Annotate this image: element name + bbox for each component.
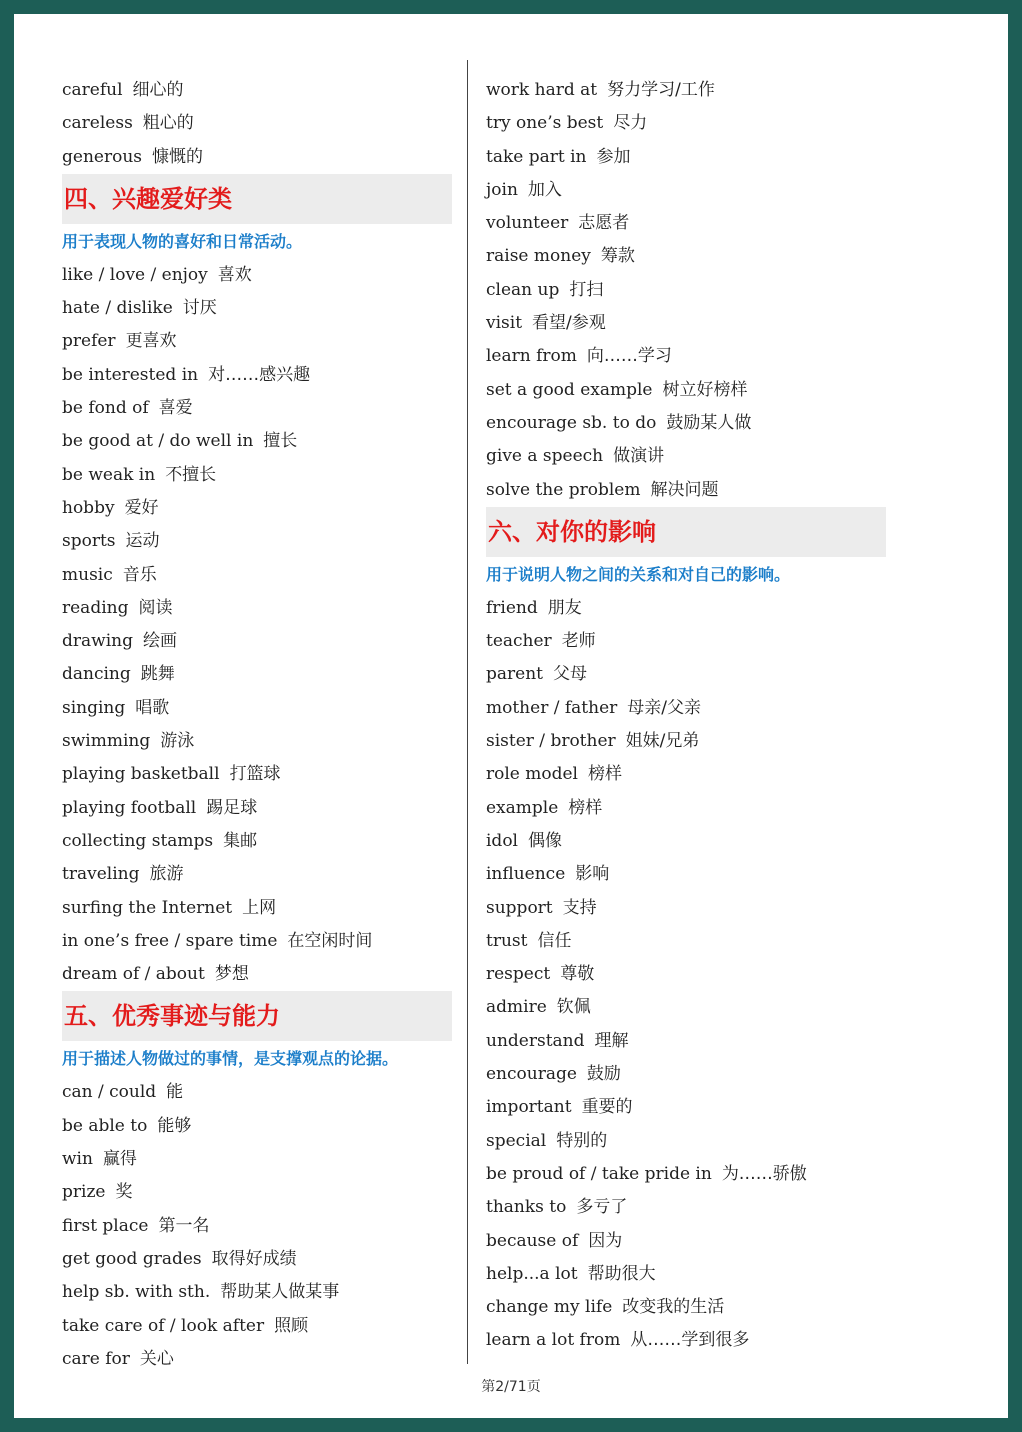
vocab-chinese: 打篮球 xyxy=(229,764,281,785)
vocab-chinese: 偶像 xyxy=(528,830,562,851)
vocab-english: work hard at xyxy=(486,80,598,100)
vocab-item xyxy=(486,991,886,1024)
vocab-item xyxy=(62,1143,452,1176)
vocab-item xyxy=(486,1025,886,1058)
vocab-chinese: 母亲/父亲 xyxy=(627,697,701,718)
vocab-item xyxy=(486,374,886,407)
vocab-english: volunteer xyxy=(486,213,569,234)
vocab-english: prefer xyxy=(62,331,116,352)
vocab-english: support xyxy=(486,897,553,918)
vocab-item xyxy=(486,1258,886,1291)
vocab-item xyxy=(486,858,886,891)
vocab-item xyxy=(62,1243,452,1276)
left-top-list xyxy=(62,74,452,174)
vocab-item xyxy=(486,307,886,340)
vocab-chinese: 绘画 xyxy=(142,631,177,652)
vocab-chinese: 对……感兴趣 xyxy=(208,364,311,385)
vocab-item xyxy=(486,658,886,691)
vocab-chinese: 上网 xyxy=(242,897,277,918)
vocab-chinese: 关心 xyxy=(139,1348,174,1369)
section-6-subtitle: 用于说明人物之间的关系和对自己的影响。 xyxy=(486,564,791,584)
vocab-item xyxy=(62,492,452,525)
vocab-chinese: 尊敬 xyxy=(560,964,595,985)
vocab-english: surfing the Internet xyxy=(62,897,233,918)
vocab-chinese: 音乐 xyxy=(122,564,157,585)
vocab-english: win xyxy=(62,1149,93,1170)
vocab-item xyxy=(486,892,886,925)
section-5-subtitle: 用于描述人物做过的事情，是支撑观点的论据。 xyxy=(62,1049,399,1069)
left-column xyxy=(62,74,452,1376)
vocab-item xyxy=(486,440,886,473)
vocab-item xyxy=(62,758,452,791)
vocab-item xyxy=(62,392,452,425)
vocab-english: set a good example xyxy=(486,379,653,400)
vocab-english: traveling xyxy=(62,864,140,885)
vocab-item xyxy=(62,592,452,625)
vocab-item xyxy=(486,1058,886,1091)
vocab-item xyxy=(486,407,886,440)
vocab-item xyxy=(62,925,452,958)
vocab-item xyxy=(62,74,452,107)
section-6-heading: 六、对你的影响 xyxy=(486,507,886,557)
vocab-chinese: 取得好成绩 xyxy=(211,1248,297,1269)
vocab-chinese: 喜爱 xyxy=(158,398,193,419)
vocab-english: singing xyxy=(62,697,126,718)
vocab-chinese: 赢得 xyxy=(102,1149,137,1170)
vocab-chinese: 爱好 xyxy=(124,497,159,518)
vocab-item xyxy=(486,274,886,307)
vocab-english: important xyxy=(486,1097,572,1118)
vocab-item xyxy=(486,825,886,858)
vocab-english: be able to xyxy=(62,1115,148,1136)
vocab-english: take part in xyxy=(486,146,587,167)
vocab-item xyxy=(486,592,886,625)
vocab-item xyxy=(62,107,452,140)
vocab-english: dream of / about xyxy=(62,964,205,985)
document-page xyxy=(14,14,1008,1418)
vocab-chinese: 鼓励 xyxy=(586,1064,621,1085)
vocab-chinese: 志愿者 xyxy=(578,213,630,234)
vocab-item xyxy=(486,207,886,240)
vocab-english: playing football xyxy=(62,797,197,818)
vocab-chinese: 奖 xyxy=(115,1182,133,1203)
vocab-chinese: 姐妹/兄弟 xyxy=(625,731,700,752)
vocab-chinese: 父母 xyxy=(553,664,587,685)
vocab-english: playing basketball xyxy=(62,764,220,785)
vocab-english: take care of / look after xyxy=(62,1315,265,1336)
vocab-chinese: 重要的 xyxy=(581,1097,633,1118)
vocab-item xyxy=(486,107,886,140)
vocab-english: try one’s best xyxy=(486,113,604,134)
vocab-english: careless xyxy=(62,113,133,134)
vocab-chinese: 树立好榜样 xyxy=(662,379,748,400)
vocab-item xyxy=(486,240,886,273)
vocab-english: care for xyxy=(62,1348,130,1369)
vocab-chinese: 踢足球 xyxy=(206,797,258,818)
vocab-english: mother / father xyxy=(486,697,618,718)
vocab-english: get good grades xyxy=(62,1248,202,1269)
vocab-item xyxy=(62,1276,452,1309)
vocab-item xyxy=(62,1176,452,1209)
vocab-chinese: 粗心的 xyxy=(142,113,194,134)
vocab-item xyxy=(486,74,886,107)
vocab-english: solve the problem xyxy=(486,479,641,500)
vocab-chinese: 参加 xyxy=(596,146,631,167)
vocab-item xyxy=(486,1225,886,1258)
vocab-chinese: 特别的 xyxy=(556,1130,608,1151)
vocab-english: thanks to xyxy=(486,1197,567,1218)
vocab-chinese: 加入 xyxy=(527,179,562,200)
vocab-chinese: 更喜欢 xyxy=(125,331,177,352)
vocab-english: swimming xyxy=(62,731,151,752)
vocab-chinese: 照顾 xyxy=(274,1315,309,1336)
vocab-chinese: 理解 xyxy=(594,1030,629,1051)
vocab-item xyxy=(62,1210,452,1243)
vocab-english: reading xyxy=(62,597,129,618)
vocab-chinese: 做演讲 xyxy=(613,446,665,467)
vocab-english: friend xyxy=(486,597,538,618)
vocab-item xyxy=(62,858,452,891)
vocab-english: drawing xyxy=(62,631,133,652)
vocab-english: join xyxy=(486,179,518,200)
vocab-english: role model xyxy=(486,764,578,785)
column-divider xyxy=(467,60,468,1364)
vocab-item xyxy=(62,825,452,858)
vocab-chinese: 钦佩 xyxy=(556,997,591,1018)
vocab-item xyxy=(486,474,886,507)
vocab-item xyxy=(486,1158,886,1191)
vocab-chinese: 帮助很大 xyxy=(587,1263,656,1284)
vocab-item xyxy=(62,359,452,392)
section-4-heading: 四、兴趣爱好类 xyxy=(62,174,452,224)
vocab-english: like / love / enjoy xyxy=(62,264,208,285)
vocab-english: clean up xyxy=(486,279,560,300)
vocab-item xyxy=(62,1343,452,1376)
vocab-english: learn from xyxy=(486,346,577,367)
vocab-english: dancing xyxy=(62,664,131,685)
section-4-subtitle: 用于表现人物的喜好和日常活动。 xyxy=(62,231,303,251)
vocab-chinese: 老师 xyxy=(561,631,596,652)
vocab-english: give a speech xyxy=(486,446,604,467)
vocab-chinese: 从……学到很多 xyxy=(630,1330,750,1351)
vocab-chinese: 梦想 xyxy=(214,964,249,985)
vocab-english: encourage xyxy=(486,1064,577,1085)
vocab-chinese: 榜样 xyxy=(588,764,622,785)
vocab-chinese: 信任 xyxy=(537,930,572,951)
vocab-chinese: 帮助某人做某事 xyxy=(220,1282,340,1303)
vocab-chinese: 朋友 xyxy=(547,597,582,618)
vocab-item xyxy=(62,958,452,991)
vocab-chinese: 榜样 xyxy=(568,797,603,818)
vocab-chinese: 打扫 xyxy=(569,279,604,300)
vocab-chinese: 跳舞 xyxy=(140,664,175,685)
vocab-item xyxy=(62,525,452,558)
vocab-chinese: 尽力 xyxy=(613,113,648,134)
vocab-english: first place xyxy=(62,1215,149,1236)
vocab-english: careful xyxy=(62,80,123,100)
vocab-item xyxy=(62,892,452,925)
page-number: 第2/71页 xyxy=(481,1379,541,1395)
vocab-english: special xyxy=(486,1130,547,1151)
section-5-heading: 五、优秀事迹与能力 xyxy=(62,991,452,1041)
vocab-chinese: 改变我的生活 xyxy=(622,1297,725,1318)
vocab-item xyxy=(62,559,452,592)
vocab-english: can / could xyxy=(62,1082,157,1103)
vocab-item xyxy=(62,792,452,825)
vocab-english: be weak in xyxy=(62,464,156,485)
vocab-english: help...a lot xyxy=(486,1263,578,1284)
vocab-item xyxy=(486,1125,886,1158)
vocab-item xyxy=(62,1076,452,1109)
section-6-list xyxy=(486,592,886,1358)
vocab-english: admire xyxy=(486,997,547,1018)
vocab-english: hobby xyxy=(62,497,115,518)
vocab-chinese: 解决问题 xyxy=(650,479,719,500)
vocab-chinese: 集邮 xyxy=(223,830,258,851)
vocab-item xyxy=(62,1110,452,1143)
vocab-item xyxy=(486,625,886,658)
vocab-chinese: 鼓励某人做 xyxy=(666,412,752,433)
vocab-chinese: 运动 xyxy=(125,531,160,552)
vocab-item xyxy=(486,1191,886,1224)
section-5-list xyxy=(62,1076,452,1376)
vocab-chinese: 慷慨的 xyxy=(152,146,203,167)
vocab-english: music xyxy=(62,564,113,585)
vocab-chinese: 擅长 xyxy=(263,431,298,452)
vocab-item xyxy=(486,758,886,791)
vocab-item xyxy=(62,658,452,691)
vocab-chinese: 游泳 xyxy=(160,731,195,752)
vocab-english: sister / brother xyxy=(486,731,616,752)
vocab-chinese: 影响 xyxy=(575,864,610,885)
vocab-item xyxy=(62,141,452,174)
vocab-item xyxy=(62,259,452,292)
vocab-chinese: 能 xyxy=(166,1082,184,1103)
vocab-chinese: 旅游 xyxy=(149,864,184,885)
vocab-english: parent xyxy=(486,664,543,685)
vocab-item xyxy=(62,325,452,358)
vocab-item xyxy=(486,1091,886,1124)
vocab-english: learn a lot from xyxy=(486,1330,621,1351)
vocab-item xyxy=(62,459,452,492)
vocab-english: visit xyxy=(486,313,523,334)
vocab-item xyxy=(486,725,886,758)
vocab-item xyxy=(486,141,886,174)
vocab-chinese: 筹款 xyxy=(600,246,635,267)
vocab-english: idol xyxy=(486,830,518,851)
vocab-chinese: 能够 xyxy=(157,1115,192,1136)
section-4-list xyxy=(62,259,452,992)
vocab-chinese: 向……学习 xyxy=(586,346,672,367)
vocab-item xyxy=(486,340,886,373)
vocab-english: be good at / do well in xyxy=(62,431,254,452)
right-column xyxy=(486,74,886,1358)
vocab-chinese: 喜欢 xyxy=(217,264,252,285)
vocab-chinese: 多亏了 xyxy=(576,1197,628,1218)
vocab-item xyxy=(62,1310,452,1343)
vocab-english: encourage sb. to do xyxy=(486,412,657,433)
vocab-item xyxy=(62,425,452,458)
vocab-item xyxy=(62,725,452,758)
vocab-chinese: 在空闲时间 xyxy=(287,930,373,951)
vocab-item xyxy=(486,1324,886,1357)
vocab-english: be proud of / take pride in xyxy=(486,1163,712,1184)
vocab-item xyxy=(486,692,886,725)
vocab-english: understand xyxy=(486,1030,585,1051)
vocab-english: help sb. with sth. xyxy=(62,1282,211,1303)
vocab-item xyxy=(486,174,886,207)
vocab-english: influence xyxy=(486,864,566,885)
vocab-english: example xyxy=(486,797,559,818)
vocab-english: hate / dislike xyxy=(62,298,173,319)
vocab-english: because of xyxy=(486,1230,579,1251)
vocab-english: teacher xyxy=(486,631,552,652)
vocab-item xyxy=(486,1291,886,1324)
vocab-item xyxy=(486,925,886,958)
vocab-item xyxy=(62,292,452,325)
vocab-chinese: 为……骄傲 xyxy=(721,1163,807,1184)
vocab-english: change my life xyxy=(486,1297,613,1318)
vocab-english: generous xyxy=(62,146,142,167)
vocab-english: collecting stamps xyxy=(62,830,214,851)
vocab-chinese: 努力学习/工作 xyxy=(607,80,715,100)
right-top-list xyxy=(486,74,886,507)
vocab-english: be fond of xyxy=(62,398,149,419)
vocab-english: trust xyxy=(486,930,528,951)
vocab-chinese: 唱歌 xyxy=(135,697,170,718)
vocab-item xyxy=(486,958,886,991)
vocab-english: respect xyxy=(486,964,551,985)
vocab-chinese: 阅读 xyxy=(138,597,173,618)
vocab-item xyxy=(486,792,886,825)
vocab-chinese: 因为 xyxy=(588,1230,623,1251)
vocab-chinese: 支持 xyxy=(562,897,597,918)
vocab-chinese: 第一名 xyxy=(158,1215,210,1236)
vocab-chinese: 看望/参观 xyxy=(532,313,606,334)
vocab-chinese: 讨厌 xyxy=(182,298,217,319)
vocab-chinese: 细心的 xyxy=(132,80,184,100)
vocab-chinese: 不擅长 xyxy=(165,464,217,485)
vocab-english: be interested in xyxy=(62,364,199,385)
vocab-english: sports xyxy=(62,531,116,552)
vocab-english: prize xyxy=(62,1182,106,1203)
vocab-english: in one’s free / spare time xyxy=(62,930,278,951)
vocab-english: raise money xyxy=(486,246,591,267)
vocab-item xyxy=(62,625,452,658)
vocab-item xyxy=(62,692,452,725)
